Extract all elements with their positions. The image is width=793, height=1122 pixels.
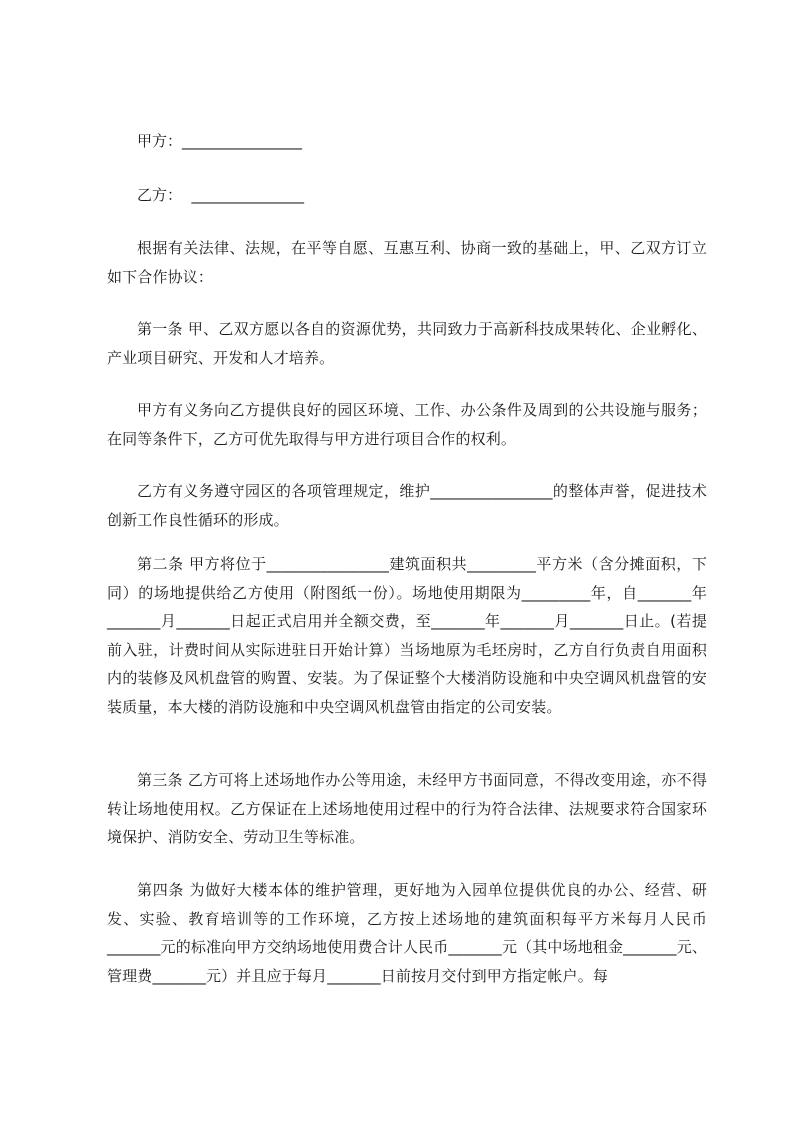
article-3-paragraph: 第三条 乙方可将上述场地作办公等用途，未经甲方书面同意，不得改变用途，亦不得转让场地使用权。乙方保证在上述场地使用过程中的行为符合法律、法规要求符合国家环境保护、消防安全、劳动卫生等标准。 [107,771,707,846]
party-a-line: 甲方：________________ [137,132,303,150]
preamble-paragraph: 根据有关法律、法规，在平等自愿、互惠互利、协商一致的基础上，甲、乙双方订立如下合作协议： [107,239,707,286]
party-b-obligation-paragraph: 乙方有义务遵守园区的各项管理规定，维护________________的整体声誉，促进技术创新工作良性循环的形成。 [107,482,707,529]
article-2-paragraph: 第二条 甲方将位于________________建筑面积共_________平方米（含分摊面积，下同）的场地提供给乙方使用（附图纸一份）。场地使用期限为_________年，自_______年_______月_______日起正式启用并全额交费，至_______年_______月_______日止。(若提前入驻，计费时间从实际进驻日开始计算）当场地原为毛坯房时，乙方自行负责自用面积内的装修及风机盘管的购置、安装。为了保证整个大楼消防设施和中央空调风机盘管的安装质量，本大楼的消防设施和中央空调风机盘管由指定的公司安装。 [107,555,707,716]
party-b-line: 乙方： _______________ [137,186,305,204]
article-4-paragraph: 第四条 为做好大楼本体的维护管理，更好地为入园单位提供优良的办公、经营、研发、实验、教育培训等的工作环境，乙方按上述场地的建筑面积每平方米每月人民币_______元的标准向甲方交纳场地使用费合计人民币_______元（其中场地租金_______元、管理费_______元）并且应于每月_______日前按月交付到甲方指定帐户。每 [107,881,708,985]
article-1-paragraph: 第一条 甲、乙双方愿以各自的资源优势，共同致力于高新科技成果转化、企业孵化、产业项目研究、开发和人才培养。 [107,320,707,367]
party-a-obligation-paragraph: 甲方有义务向乙方提供良好的园区环境、工作、办公条件及周到的公共设施与服务；在同等条件下，乙方可优先取得与甲方进行项目合作的权利。 [107,401,707,448]
